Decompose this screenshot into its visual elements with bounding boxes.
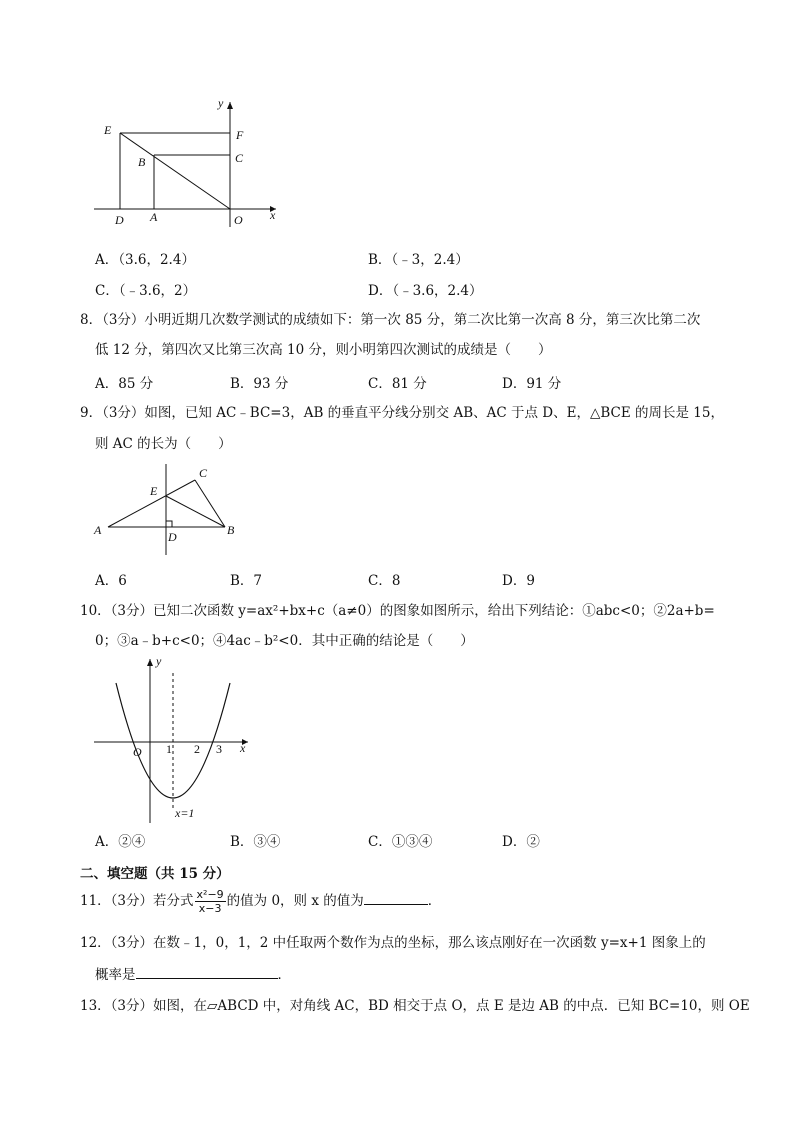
- q7-label-f: F: [236, 128, 244, 142]
- q7-label-a: A: [150, 210, 158, 224]
- q10-label-axis: x=1: [175, 806, 195, 820]
- q11-prefix: 11．（3分）若分式: [80, 893, 194, 909]
- q7-label-c: C: [235, 151, 244, 165]
- q9-label-a: A: [94, 523, 102, 537]
- q12-line2-prefix: 概率是: [95, 967, 136, 983]
- q8-option-c: C．81 分: [368, 376, 427, 392]
- q10-option-d: D．②: [502, 834, 540, 850]
- q10-label-1: 1: [166, 742, 172, 756]
- q7-label-e: E: [104, 123, 112, 137]
- q7-label-o: O: [234, 213, 243, 227]
- q11-fraction: [195, 888, 226, 915]
- q10-figure: [88, 653, 258, 825]
- q10-option-b: B．③④: [230, 834, 281, 850]
- q9-figure: [88, 462, 248, 562]
- q9-option-b: B．7: [230, 573, 263, 589]
- q13-line1: 13．（3分）如图，在▱ABCD 中，对角线 AC，BD 相交于点 O，点 E 是边 AB 的中点．已知 BC=10，则 OE: [80, 998, 750, 1014]
- q10-option-c: C．①③④: [368, 834, 433, 850]
- q10-label-3: 3: [216, 742, 222, 756]
- q7-label-x: x: [270, 208, 276, 222]
- q9-label-d: D: [168, 530, 177, 544]
- q9-option-d: D．9: [502, 573, 535, 589]
- q9-label-e: E: [150, 484, 158, 498]
- q10-line1: 10．（3分）已知二次函数 y=ax²+bx+c（a≠0）的图象如图所示，给出下列结论：①abc<0；②2a+b=: [80, 603, 715, 619]
- q9-label-c: C: [199, 466, 208, 480]
- q12-line1: 12．（3分）在数﹣1，0，1，2 中任取两个数作为点的坐标，那么该点刚好在一次函数 y=x+1 图象上的: [80, 935, 706, 951]
- q11-answer-blank[interactable]: [364, 890, 428, 905]
- q7-label-y: y: [218, 96, 224, 110]
- q12-answer-blank[interactable]: [136, 964, 278, 979]
- q10-label-x: x: [240, 741, 246, 755]
- q7-option-d: D．（﹣3.6，2.4）: [368, 283, 483, 299]
- q10-line2: 0；③a﹣b+c<0；④4ac﹣b²<0．其中正确的结论是（ ）: [95, 633, 474, 649]
- q10-label-y: y: [156, 654, 162, 668]
- q8-line1: 8．（3分）小明近期几次数学测试的成绩如下：第一次 85 分，第二次比第一次高 8 分，第三次比第二次: [80, 312, 701, 328]
- q7-option-c: C．（﹣3.6，2）: [95, 283, 197, 299]
- q7-figure: [88, 92, 288, 232]
- q12-end: ．: [277, 967, 291, 983]
- q11-numerator: x²−9: [196, 888, 224, 901]
- q11-suffix: 的值为 0，则 x 的值为: [226, 893, 364, 909]
- q8-option-a: A．85 分: [95, 376, 154, 392]
- q7-option-b: B．（﹣3，2.4）: [368, 252, 469, 268]
- q10-label-2: 2: [194, 742, 200, 756]
- q9-option-c: C．8: [368, 573, 401, 589]
- q9-line2: 则 AC 的长为（ ）: [95, 436, 232, 452]
- q9-label-b: B: [227, 523, 235, 537]
- section-fill-in-blank-title: 二、填空题（共 15 分）: [80, 866, 230, 882]
- q11: [80, 888, 441, 915]
- q11-end: ．: [427, 893, 442, 909]
- q7-label-b: B: [138, 155, 146, 169]
- q11-denominator: x−3: [198, 902, 222, 915]
- q8-option-d: D．91 分: [502, 376, 562, 392]
- q10-option-a: A．②④: [95, 834, 146, 850]
- q10-label-o: O: [133, 745, 142, 759]
- q8-option-b: B．93 分: [230, 376, 289, 392]
- q7-option-a: A．（3.6，2.4）: [95, 252, 195, 268]
- q7-label-d: D: [115, 213, 124, 227]
- q8-line2: 低 12 分，第四次又比第三次高 10 分，则小明第四次测试的成绩是（ ）: [95, 342, 552, 358]
- q12-line2: [95, 964, 291, 985]
- q9-line1: 9．（3分）如图，已知 AC﹣BC=3，AB 的垂直平分线分别交 AB、AC 于点 D、E，△BCE 的周长是 15，: [80, 405, 724, 421]
- q9-option-a: A．6: [95, 573, 127, 589]
